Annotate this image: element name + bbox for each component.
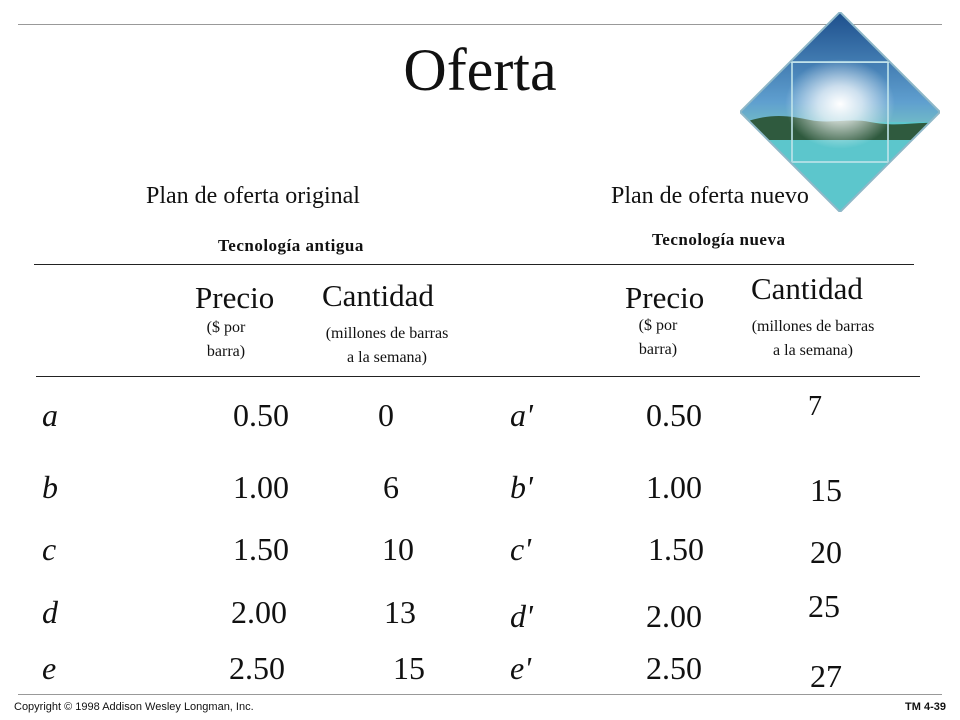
right-row-quantity: 15	[810, 472, 842, 508]
right-quantity-unit	[718, 315, 908, 363]
left-row-quantity: 6	[383, 469, 399, 505]
right-row-label: e'	[510, 650, 532, 686]
left-quantity-unit	[292, 322, 482, 370]
right-plan-heading: Plan de oferta nuevo	[611, 183, 809, 209]
left-quantity-unit-line2: a la semana)	[347, 349, 427, 366]
left-row-price: 2.50	[229, 650, 285, 686]
left-row-label: e	[42, 650, 57, 686]
right-row-price: 2.00	[646, 598, 702, 634]
left-row-label: b	[42, 469, 58, 505]
right-quantity-unit-line2: a la semana)	[773, 342, 853, 359]
right-row-quantity: 7	[808, 391, 822, 422]
left-row-quantity: 13	[384, 594, 416, 630]
right-price-unit-line2: barra)	[638, 341, 678, 358]
right-row-label: c'	[510, 531, 532, 567]
footer-rule	[18, 694, 942, 695]
right-row-price: 2.50	[646, 650, 702, 686]
left-quantity-header: Cantidad	[322, 278, 434, 313]
left-price-unit	[186, 316, 266, 364]
header-top-rule	[34, 264, 914, 265]
right-row-price: 1.50	[648, 531, 704, 567]
left-row-price: 1.00	[233, 469, 289, 505]
right-row-quantity: 25	[808, 588, 840, 624]
right-quantity-unit-line1: (millones de barras	[751, 318, 875, 335]
left-price-unit-line2: barra)	[206, 343, 246, 360]
right-row-quantity: 20	[810, 534, 842, 570]
right-row-price: 0.50	[646, 397, 702, 433]
left-plan-heading: Plan de oferta original	[146, 183, 360, 209]
right-row-label: b'	[510, 469, 533, 505]
slide-code: TM 4-39	[905, 701, 946, 713]
left-row-price: 0.50	[233, 397, 289, 433]
copyright-notice: Copyright © 1998 Addison Wesley Longman, Inc.	[14, 701, 254, 713]
left-technology-label: Tecnología antigua	[218, 236, 364, 255]
right-row-label: d'	[510, 598, 533, 634]
left-row-label: d	[42, 594, 58, 630]
left-quantity-unit-line1: (millones de barras	[325, 325, 449, 342]
right-price-unit-line1: ($ por	[638, 317, 678, 334]
right-row-label: a'	[510, 397, 533, 433]
right-quantity-header: Cantidad	[751, 271, 863, 306]
left-row-quantity: 15	[393, 650, 425, 686]
left-row-price: 1.50	[233, 531, 289, 567]
left-row-label: c	[42, 531, 57, 567]
right-technology-label: Tecnología nueva	[652, 230, 786, 249]
left-row-quantity: 0	[378, 397, 394, 433]
left-row-price: 2.00	[231, 594, 287, 630]
left-price-unit-line1: ($ por	[206, 319, 246, 336]
right-price-unit	[618, 314, 698, 362]
left-price-header: Precio	[195, 280, 275, 315]
page-title: Oferta	[403, 37, 557, 103]
right-price-header: Precio	[625, 280, 705, 315]
left-row-quantity: 10	[382, 531, 414, 567]
left-row-label: a	[42, 397, 58, 433]
header-bottom-rule	[36, 376, 920, 377]
right-row-price: 1.00	[646, 469, 702, 505]
right-row-quantity: 27	[810, 658, 842, 694]
